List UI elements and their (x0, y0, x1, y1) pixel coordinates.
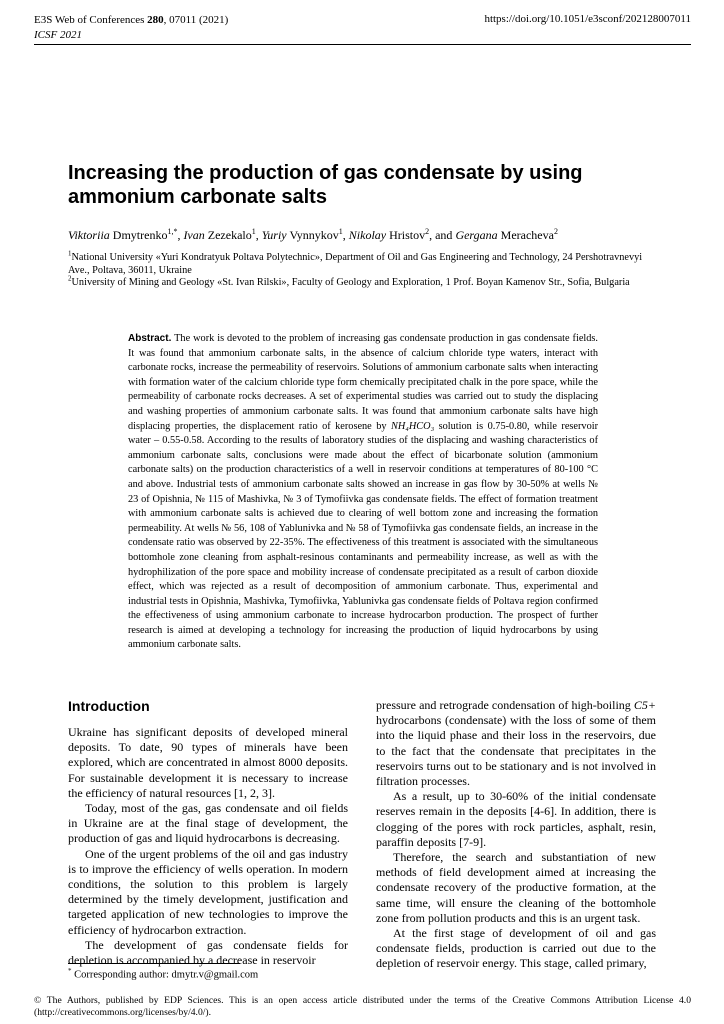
journal-article: , 07011 (2021) (163, 14, 229, 26)
doi-link[interactable]: https://doi.org/10.1051/e3sconf/202128007011 (484, 13, 691, 25)
footnote-corresponding-author: * Corresponding author: dmytr.v@gmail.com (68, 967, 259, 981)
paragraph: Therefore, the search and substantiation of new methods of field development aimed at increasing the condensate recovery of the productive formation, at the same time, will ensure the cleaning of the bottomhole zone from pollution products and this is an urgent task. (376, 850, 656, 925)
running-header-left (34, 13, 228, 43)
paper-title: Increasing the production of gas condensate by using ammonium carbonate salts (68, 162, 583, 208)
footnote-divider (68, 963, 240, 964)
body-column-right (376, 698, 656, 972)
affiliation-1: $^1$National University «Yuri Kondratyuk Poltava Polytechnic», Department of Oil and Gas Engineering and Technology, 24 Pershotravnevyi Ave., Poltava, 36011, Ukraine (68, 249, 643, 276)
author: Ivan Zezekalo$^1$ (183, 227, 256, 242)
abstract-text-1: The work is devoted to the problem of increasing gas condensate production in gas condensate fields. It was found that ammonium carbonate salts, in the absence of calcium chloride type waters, interact with carbonate rocks, increase the permeability of reservoirs. Solutions of ammonium carbonate salts when interacting with formation water of the calcium chloride type form chemically precipitated chalk in the pore space, while the permeability of carbonate rocks decreases. A set of experimental studies was carried out to study the displacing and washing properties of ammonium carbonate salts. It was found that ammonium carbonate salts have high displacing properties, the displacement ratio of kerosene by (128, 333, 598, 432)
formula-c5: C5+ (633, 698, 656, 712)
header-divider (34, 44, 691, 45)
abstract-label: Abstract. (128, 333, 172, 344)
paragraph: pressure and retrograde condensation of high-boiling C5+ hydrocarbons (condensate) with the loss of some of them into the liquid phase and their loss in the reservoirs, due to the fact that the condensate that precipitates in the reservoirs turns out to be stationary and is not involved in filtration processes. (376, 698, 656, 789)
journal-volume: 280 (147, 14, 164, 26)
license-statement: © The Authors, published by EDP Sciences. This is an open access article distributed under the terms of the Creative Commons Attribution License 4.0 (http://creativecommons.org/licenses/by/4.0/). (34, 995, 691, 1018)
paragraph: Today, most of the gas, gas condensate and oil fields in Ukraine are at the final stage of development, the production of gas and liquid hydrocarbons is decreasing. (68, 801, 348, 846)
affiliations (68, 249, 658, 290)
abstract-text-2: solution is 0.75-0.80, while reservoir water – 0.55-0.58. According to the results of laboratory studies of the displacing and washing characteristics of ammonium carbonate salts, conclusions were made about the effect of bicarbonate solution (ammonium carbonate salts) on the production characteristics of a well in reservoir conditions at temperatures of 80-100 °C and above. Industrial tests of ammonium carbonate salts showed an increase in gas flow by 30-50% at wells № 23 of Opishnia, № 115 of Mashivka, № 3 of Tymofiivka gas condensate fields. The effect of formation treatment with ammonium carbonate salts is achieved due to clearing of well bottom zone and increasing the formation permeability. At wells № 56, 108 of Yablunivka and № 58 of Tymofiivka gas condensate fields, an increase in the condensate ratio was observed by 22-35%. The effectiveness of this treatment is associated with the simultaneous bottomhole zone cleaning from asphalt-resinous contaminants and permeability increase, as well as with the hydrophilization of the pore space and mobility increase of condensate precipitated as a result of carbon dioxide effect, which was rejected as a result of decomposition of ammonium carbonate. Thus, experimental and industrial tests in Opishnia, Mashivka, Tymofiivka, Yablunivka gas condensate fields of Poltava region confirmed the effectiveness of using ammonium carbonate to increase hydrocarbon production. The prospect of further research is aimed at developing a technology for increasing the production of liquid hydrocarbons by using ammonium carbonate salts. (128, 420, 599, 651)
body-column-left (68, 698, 348, 968)
journal-prefix: E3S Web of Conferences (34, 14, 148, 26)
author: Gergana Meracheva$^2$ (455, 227, 558, 242)
section-heading-introduction: Introduction (68, 698, 150, 714)
author: Yuriy Vynnykov$^1$ (261, 227, 343, 242)
paragraph: One of the urgent problems of the oil and gas industry is to improve the efficiency of wells operation. In modern conditions, the solution to this problem is largely determined by the timely development, justification and targeted application of new technologies to improve the efficiency of hydrocarbon extraction. (68, 846, 348, 937)
author: Viktoriia Dmytrenko$^{1,*}$ (68, 227, 178, 242)
author-list: Viktoriia Dmytrenko$^{1,*}$, Ivan Zezekalo$^1$, Yuriy Vynnykov$^1$, Nikolay Hristov$^2$, and Gergana Meracheva$^2$ (68, 227, 558, 242)
conference-name: ICSF 2021 (34, 29, 82, 41)
paragraph: As a result, up to 30-60% of the initial condensate reserves remain in the deposits [4-6]. In addition, there is clogging of the pores with rock particles, asphalt, resin, paraffin deposits [7-9]. (376, 789, 656, 849)
abstract (128, 332, 598, 653)
paragraph: At the first stage of development of oil and gas condensate fields, production is carried out due to the depletion of reservoir energy. This stage, called primary, (376, 926, 656, 971)
paragraph: Ukraine has significant deposits of developed mineral deposits. To date, 90 types of minerals have been explored, which are concentrated in almost 8000 deposits. For sustainable development it is necessary to increase the efficiency of natural resources [1, 2, 3]. (68, 725, 348, 800)
author: Nikolay Hristov$^2$ (348, 227, 430, 242)
affiliation-2: $^2$University of Mining and Geology «St. Ivan Rilski», Faculty of Geology and Exploration, 1 Prof. Boyan Kamenov Str., Sofia, Bulgaria (68, 274, 630, 289)
paragraph: The development of gas condensate fields for depletion is accompanied by a decrease in reservoir (68, 937, 348, 968)
journal-line (34, 13, 228, 28)
formula-nh4hco3: NH₄HCO₃ (390, 420, 435, 432)
